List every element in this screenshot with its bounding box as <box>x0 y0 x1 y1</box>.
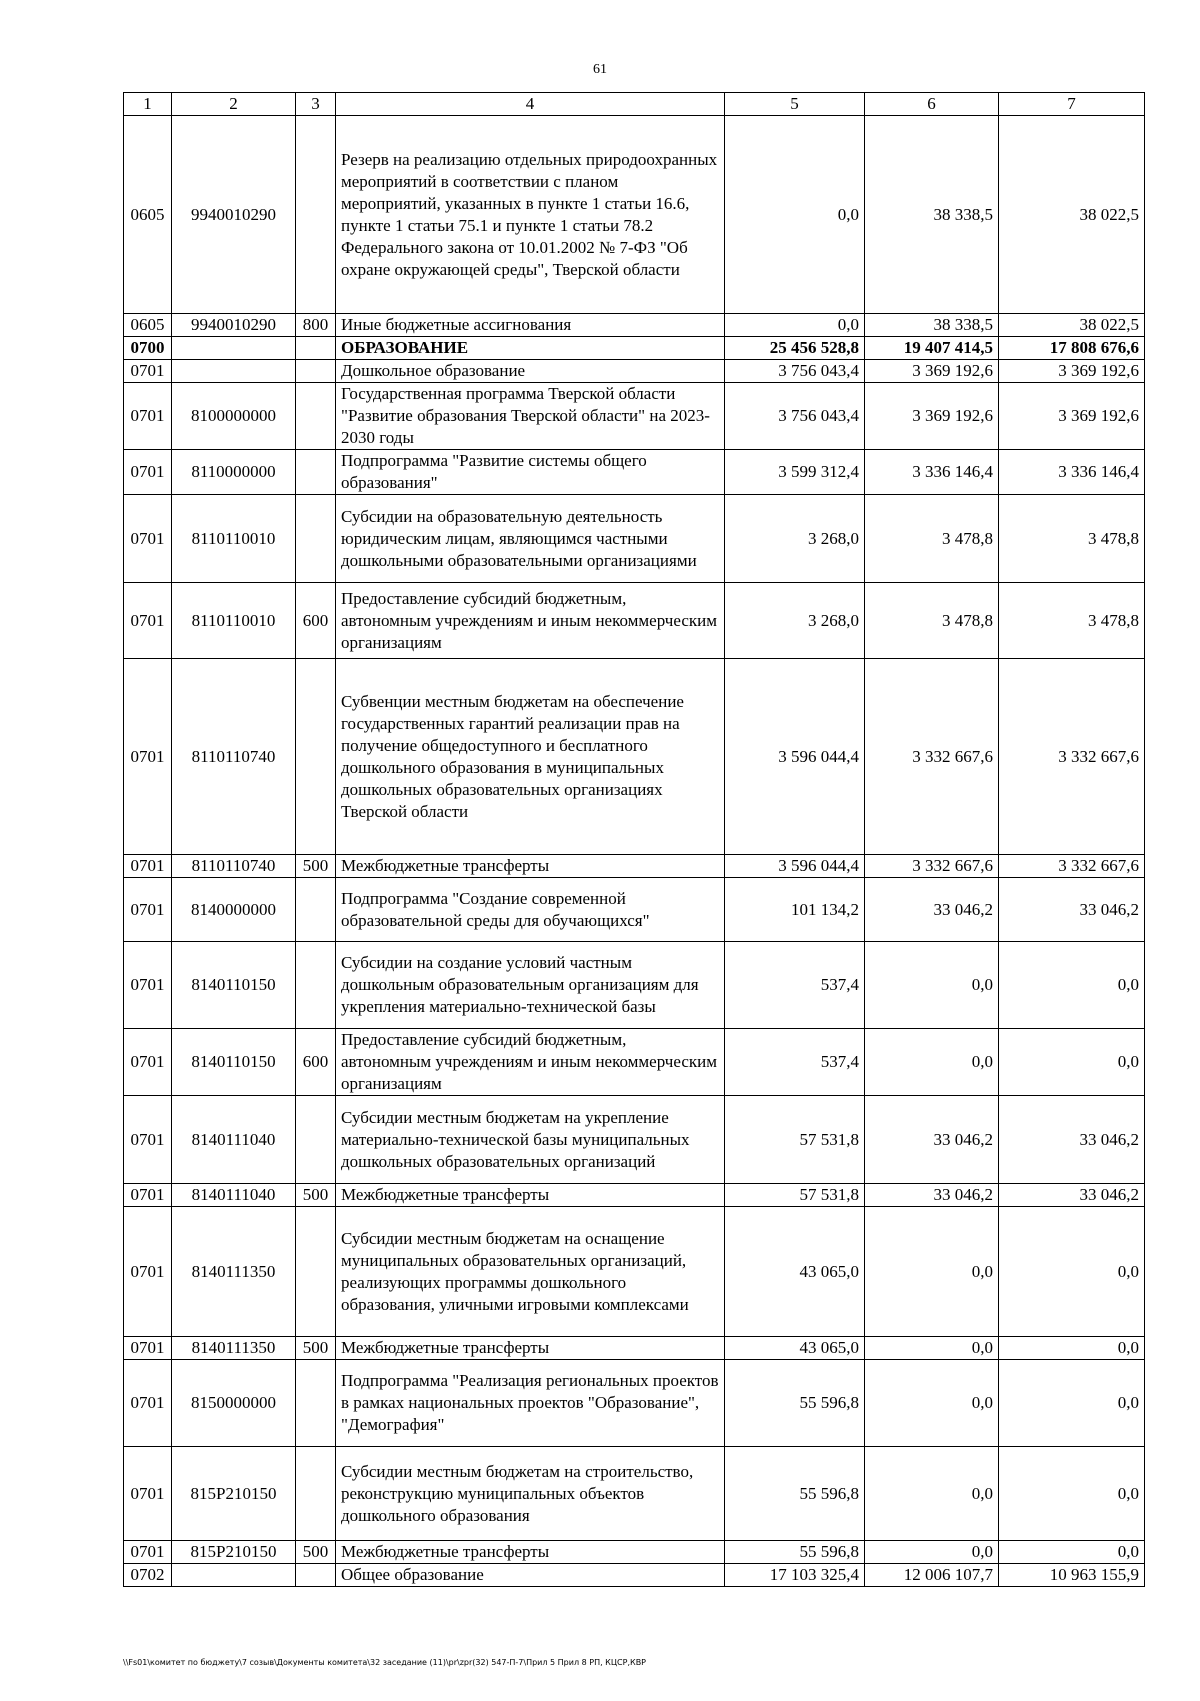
cell-amount-col6: 0,0 <box>865 1360 999 1447</box>
cell-target-code: 8140111350 <box>172 1207 296 1337</box>
table-row <box>124 659 1145 855</box>
cell-expense-type: 800 <box>296 314 336 337</box>
table-row <box>124 337 1145 360</box>
cell-amount-col7: 3 336 146,4 <box>999 450 1145 495</box>
cell-amount-col6: 0,0 <box>865 1541 999 1564</box>
cell-amount-col7: 0,0 <box>999 1337 1145 1360</box>
table-row <box>124 1360 1145 1447</box>
cell-target-code <box>172 360 296 383</box>
cell-name: ОБРАЗОВАНИЕ <box>336 337 725 360</box>
cell-amount-col7: 0,0 <box>999 1029 1145 1096</box>
cell-name: Подпрограмма "Развитие системы общего образования" <box>336 450 725 495</box>
table-row <box>124 583 1145 659</box>
cell-name: Общее образование <box>336 1564 725 1587</box>
cell-name: Предоставление субсидий бюджетным, автономным учреждениям и иным некоммерческим организациям <box>336 583 725 659</box>
cell-expense-type <box>296 1096 336 1184</box>
cell-section: 0701 <box>124 1184 172 1207</box>
cell-name: Предоставление субсидий бюджетным, автономным учреждениям и иным некоммерческим организациям <box>336 1029 725 1096</box>
cell-amount-col6: 3 332 667,6 <box>865 855 999 878</box>
cell-amount-col6: 0,0 <box>865 942 999 1029</box>
cell-section: 0605 <box>124 116 172 314</box>
cell-name: Субсидии местным бюджетам на укрепление материально-технической базы муниципальных дошкольных образовательных организаций <box>336 1096 725 1184</box>
cell-amount-col6: 0,0 <box>865 1029 999 1096</box>
cell-amount-col6: 33 046,2 <box>865 1096 999 1184</box>
cell-expense-type: 600 <box>296 583 336 659</box>
cell-name: Межбюджетные трансферты <box>336 855 725 878</box>
header-col-1: 1 <box>124 93 172 116</box>
cell-expense-type: 600 <box>296 1029 336 1096</box>
cell-name: Межбюджетные трансферты <box>336 1337 725 1360</box>
cell-amount-col7: 38 022,5 <box>999 116 1145 314</box>
cell-section: 0701 <box>124 1029 172 1096</box>
cell-amount-col6: 3 478,8 <box>865 495 999 583</box>
cell-name: Подпрограмма "Создание современной образовательной среды для обучающихся" <box>336 878 725 942</box>
cell-name: Резерв на реализацию отдельных природоохранных мероприятий в соответствии с планом мероприятий, указанных в пункте 1 статьи 16.6, пункте 1 статьи 75.1 и пункте 1 статьи 78.2 Федерального закона от 10.01.2002 № 7-ФЗ "Об охране окружающей среды", Тверской области <box>336 116 725 314</box>
cell-amount-col5: 537,4 <box>725 1029 865 1096</box>
cell-section: 0701 <box>124 855 172 878</box>
cell-amount-col6: 3 369 192,6 <box>865 360 999 383</box>
cell-target-code <box>172 337 296 360</box>
cell-amount-col7: 3 369 192,6 <box>999 360 1145 383</box>
cell-amount-col7: 33 046,2 <box>999 1096 1145 1184</box>
table-row <box>124 116 1145 314</box>
cell-name: Иные бюджетные ассигнования <box>336 314 725 337</box>
cell-amount-col5: 55 596,8 <box>725 1360 865 1447</box>
cell-name: Субсидии местным бюджетам на оснащение муниципальных образовательных организаций, реализующих программы дошкольного образования, уличными игровыми комплексами <box>336 1207 725 1337</box>
table-row <box>124 1029 1145 1096</box>
cell-amount-col5: 55 596,8 <box>725 1447 865 1541</box>
cell-expense-type <box>296 450 336 495</box>
cell-name: Государственная программа Тверской области "Развитие образования Тверской области" на 2023-2030 годы <box>336 383 725 450</box>
cell-name: Субсидии на создание условий частным дошкольным образовательным организациям для укрепления материально-технической базы <box>336 942 725 1029</box>
cell-expense-type: 500 <box>296 855 336 878</box>
cell-name: Межбюджетные трансферты <box>336 1184 725 1207</box>
cell-amount-col5: 3 268,0 <box>725 583 865 659</box>
cell-target-code: 8140000000 <box>172 878 296 942</box>
cell-amount-col7: 38 022,5 <box>999 314 1145 337</box>
cell-amount-col5: 0,0 <box>725 116 865 314</box>
cell-target-code: 8110110740 <box>172 659 296 855</box>
table-row <box>124 1541 1145 1564</box>
cell-target-code: 8140110150 <box>172 1029 296 1096</box>
cell-amount-col5: 3 756 043,4 <box>725 383 865 450</box>
budget-table <box>123 92 1145 1587</box>
cell-target-code: 8140111040 <box>172 1096 296 1184</box>
cell-section: 0701 <box>124 1337 172 1360</box>
cell-expense-type <box>296 659 336 855</box>
cell-amount-col5: 43 065,0 <box>725 1207 865 1337</box>
cell-section: 0701 <box>124 1447 172 1541</box>
cell-section: 0701 <box>124 942 172 1029</box>
cell-amount-col7: 3 478,8 <box>999 495 1145 583</box>
cell-amount-col6: 3 369 192,6 <box>865 383 999 450</box>
cell-target-code <box>172 1564 296 1587</box>
cell-amount-col7: 3 478,8 <box>999 583 1145 659</box>
table-row <box>124 314 1145 337</box>
cell-amount-col6: 33 046,2 <box>865 1184 999 1207</box>
cell-expense-type <box>296 360 336 383</box>
cell-amount-col6: 0,0 <box>865 1337 999 1360</box>
cell-amount-col6: 3 478,8 <box>865 583 999 659</box>
cell-amount-col5: 537,4 <box>725 942 865 1029</box>
cell-section: 0701 <box>124 450 172 495</box>
cell-amount-col7: 0,0 <box>999 1207 1145 1337</box>
cell-amount-col6: 3 336 146,4 <box>865 450 999 495</box>
table-row <box>124 1184 1145 1207</box>
cell-amount-col6: 38 338,5 <box>865 314 999 337</box>
table-row <box>124 1207 1145 1337</box>
cell-expense-type <box>296 1564 336 1587</box>
table-row <box>124 495 1145 583</box>
cell-expense-type: 500 <box>296 1184 336 1207</box>
cell-section: 0701 <box>124 360 172 383</box>
table-row <box>124 1337 1145 1360</box>
cell-expense-type <box>296 383 336 450</box>
table-row <box>124 1564 1145 1587</box>
cell-amount-col6: 33 046,2 <box>865 878 999 942</box>
cell-amount-col5: 0,0 <box>725 314 865 337</box>
cell-expense-type <box>296 495 336 583</box>
cell-section: 0701 <box>124 878 172 942</box>
cell-amount-col7: 0,0 <box>999 1360 1145 1447</box>
table-row <box>124 450 1145 495</box>
cell-amount-col7: 33 046,2 <box>999 1184 1145 1207</box>
table-row <box>124 942 1145 1029</box>
cell-target-code: 8110110010 <box>172 495 296 583</box>
cell-target-code: 815P210150 <box>172 1447 296 1541</box>
header-col-2: 2 <box>172 93 296 116</box>
cell-expense-type: 500 <box>296 1541 336 1564</box>
cell-expense-type <box>296 942 336 1029</box>
header-col-6: 6 <box>865 93 999 116</box>
cell-expense-type <box>296 878 336 942</box>
cell-target-code: 815P210150 <box>172 1541 296 1564</box>
cell-expense-type <box>296 1360 336 1447</box>
cell-expense-type <box>296 116 336 314</box>
cell-amount-col5: 3 268,0 <box>725 495 865 583</box>
cell-target-code: 9940010290 <box>172 116 296 314</box>
cell-amount-col6: 0,0 <box>865 1447 999 1541</box>
cell-amount-col7: 3 369 192,6 <box>999 383 1145 450</box>
footer-file-path: \\Fs01\комитет по бюджету\7 созыв\Документы комитета\32 заседание (11)\pr\zpr(32) 547-П-7\Прил 5 Прил 8 РП, КЦСР,КВР <box>123 1658 646 1667</box>
header-row <box>124 93 1145 116</box>
cell-amount-col5: 57 531,8 <box>725 1096 865 1184</box>
table-row <box>124 1096 1145 1184</box>
cell-amount-col7: 0,0 <box>999 1447 1145 1541</box>
cell-section: 0701 <box>124 1360 172 1447</box>
cell-section: 0701 <box>124 1207 172 1337</box>
cell-section: 0701 <box>124 383 172 450</box>
cell-section: 0605 <box>124 314 172 337</box>
header-col-7: 7 <box>999 93 1145 116</box>
header-col-3: 3 <box>296 93 336 116</box>
cell-amount-col5: 3 756 043,4 <box>725 360 865 383</box>
cell-amount-col7: 0,0 <box>999 1541 1145 1564</box>
table-row <box>124 383 1145 450</box>
cell-name: Субвенции местным бюджетам на обеспечение государственных гарантий реализации прав на получение общедоступного и бесплатного дошкольного образования в муниципальных дошкольных образовательных организациях Тверской области <box>336 659 725 855</box>
cell-amount-col6: 12 006 107,7 <box>865 1564 999 1587</box>
cell-expense-type: 500 <box>296 1337 336 1360</box>
cell-target-code: 8140111350 <box>172 1337 296 1360</box>
header-col-5: 5 <box>725 93 865 116</box>
cell-amount-col5: 3 599 312,4 <box>725 450 865 495</box>
cell-section: 0701 <box>124 1541 172 1564</box>
table-row <box>124 1447 1145 1541</box>
cell-amount-col7: 10 963 155,9 <box>999 1564 1145 1587</box>
cell-name: Субсидии на образовательную деятельность юридическим лицам, являющимся частными дошкольными образовательными организациями <box>336 495 725 583</box>
cell-amount-col5: 57 531,8 <box>725 1184 865 1207</box>
cell-target-code: 9940010290 <box>172 314 296 337</box>
cell-name: Межбюджетные трансферты <box>336 1541 725 1564</box>
table-row <box>124 878 1145 942</box>
cell-amount-col5: 101 134,2 <box>725 878 865 942</box>
cell-expense-type <box>296 337 336 360</box>
cell-amount-col7: 3 332 667,6 <box>999 855 1145 878</box>
cell-amount-col5: 25 456 528,8 <box>725 337 865 360</box>
cell-amount-col5: 55 596,8 <box>725 1541 865 1564</box>
cell-amount-col7: 17 808 676,6 <box>999 337 1145 360</box>
cell-amount-col5: 17 103 325,4 <box>725 1564 865 1587</box>
cell-expense-type <box>296 1207 336 1337</box>
cell-amount-col7: 33 046,2 <box>999 878 1145 942</box>
cell-section: 0700 <box>124 337 172 360</box>
cell-target-code: 8110000000 <box>172 450 296 495</box>
cell-section: 0702 <box>124 1564 172 1587</box>
cell-section: 0701 <box>124 1096 172 1184</box>
cell-amount-col6: 3 332 667,6 <box>865 659 999 855</box>
cell-amount-col6: 38 338,5 <box>865 116 999 314</box>
cell-expense-type <box>296 1447 336 1541</box>
cell-name: Подпрограмма "Реализация региональных проектов в рамках национальных проектов "Образование", "Демография" <box>336 1360 725 1447</box>
cell-section: 0701 <box>124 659 172 855</box>
cell-amount-col6: 19 407 414,5 <box>865 337 999 360</box>
cell-target-code: 8140111040 <box>172 1184 296 1207</box>
cell-amount-col5: 3 596 044,4 <box>725 855 865 878</box>
header-col-4: 4 <box>336 93 725 116</box>
cell-target-code: 8110110740 <box>172 855 296 878</box>
cell-section: 0701 <box>124 583 172 659</box>
cell-target-code: 8110110010 <box>172 583 296 659</box>
cell-section: 0701 <box>124 495 172 583</box>
cell-target-code: 8100000000 <box>172 383 296 450</box>
cell-amount-col7: 3 332 667,6 <box>999 659 1145 855</box>
cell-target-code: 8150000000 <box>172 1360 296 1447</box>
table-row <box>124 360 1145 383</box>
cell-amount-col6: 0,0 <box>865 1207 999 1337</box>
cell-amount-col7: 0,0 <box>999 942 1145 1029</box>
table-row <box>124 855 1145 878</box>
cell-name: Субсидии местным бюджетам на строительство, реконструкцию муниципальных объектов дошкольного образования <box>336 1447 725 1541</box>
cell-target-code: 8140110150 <box>172 942 296 1029</box>
cell-name: Дошкольное образование <box>336 360 725 383</box>
cell-amount-col5: 43 065,0 <box>725 1337 865 1360</box>
cell-amount-col5: 3 596 044,4 <box>725 659 865 855</box>
page-number: 61 <box>593 62 607 77</box>
